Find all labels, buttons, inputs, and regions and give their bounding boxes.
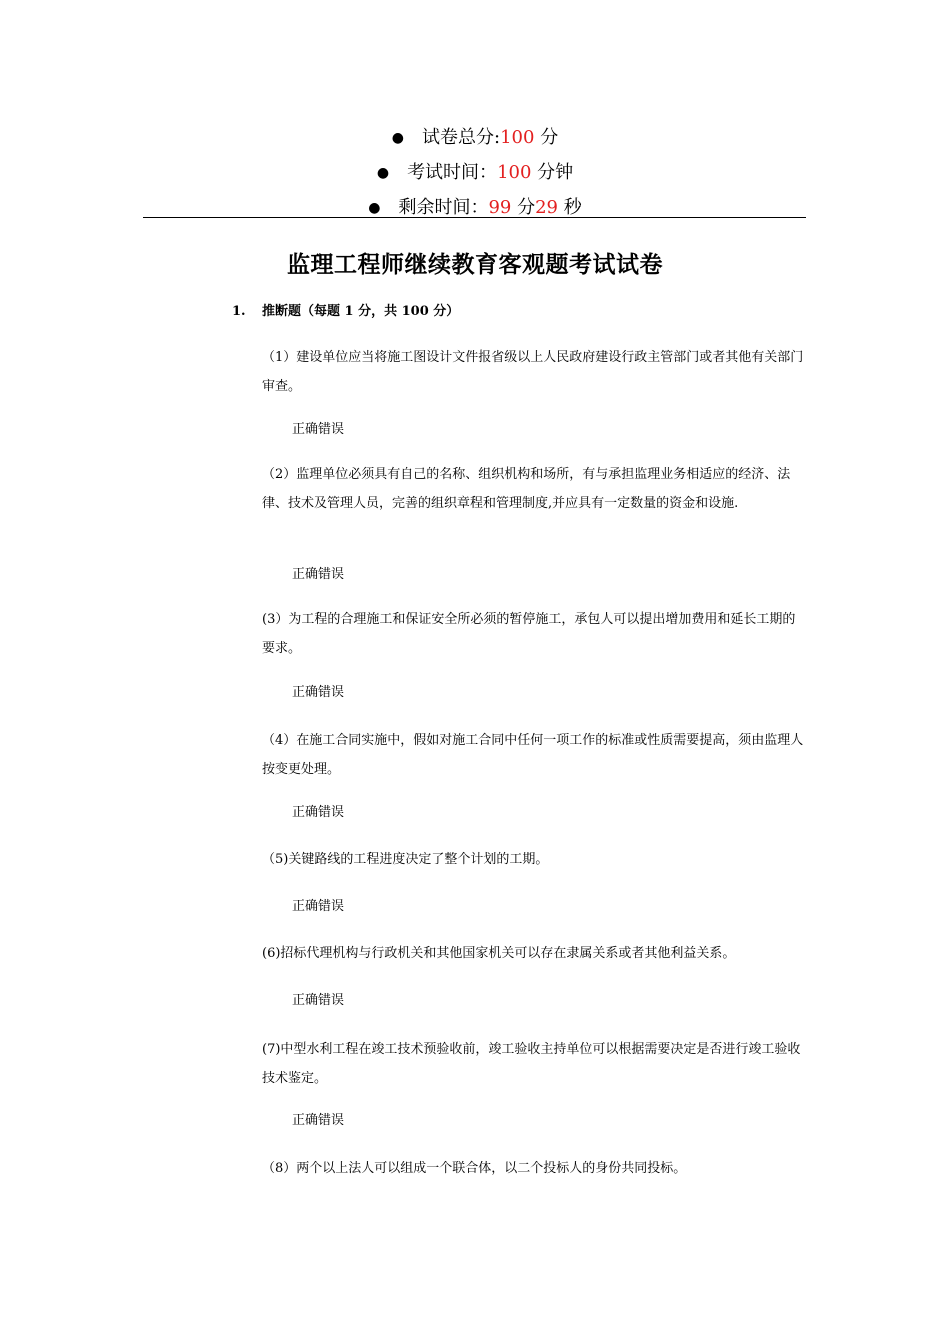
answer-options-5[interactable]: 正确错误 [292, 899, 345, 914]
question-7: (7)中型水利工程在竣工技术预验收前，竣工验收主持单位可以根据需要决定是否进行竣工验收技术鉴定。 [262, 1042, 801, 1086]
question-6: (6)招标代理机构与行政机关和其他国家机关可以存在隶属关系或者其他利益关系。 [262, 946, 736, 961]
question-1: （1）建设单位应当将施工图设计文件报省级以上人民政府建设行政主管部门或者其他有关部门审查。 [262, 350, 804, 394]
remaining-seconds: 29 [535, 197, 559, 218]
question-3: (3）为工程的合理施工和保证安全所必须的暂停施工，承包人可以提出增加费用和延长工期的要求。 [262, 612, 796, 656]
section-heading [232, 300, 459, 319]
answer-options-2[interactable]: 正确错误 [292, 567, 345, 582]
answer-options-1[interactable]: 正确错误 [292, 422, 345, 437]
remaining-time-item: ● 剩余时间：99 分29 秒 [0, 190, 950, 225]
section-number: 1. [232, 304, 246, 319]
exam-time-value: 100 [497, 162, 532, 183]
bullet-icon: ● [391, 129, 405, 146]
bullet-icon: ● [376, 164, 390, 181]
total-score-item: ● 试卷总分:100 分 [0, 120, 950, 155]
question-5: （5)关键路线的工程进度决定了整个计划的工期。 [262, 852, 549, 867]
answer-options-3[interactable]: 正确错误 [292, 685, 345, 700]
question-8: （8）两个以上法人可以组成一个联合体，以二个投标人的身份共同投标。 [262, 1161, 687, 1176]
answer-options-7[interactable]: 正确错误 [292, 1113, 345, 1128]
question-4: （4）在施工合同实施中，假如对施工合同中任何一项工作的标准或性质需要提高，须由监理人按变更处理。 [262, 733, 804, 777]
total-score-value: 100 [500, 127, 535, 148]
answer-options-4[interactable]: 正确错误 [292, 805, 345, 820]
question-2: （2）监理单位必须具有自己的名称、组织机构和场所，有与承担监理业务相适应的经济、法律、技术及管理人员，完善的组织章程和管理制度,并应具有一定数量的资金和设施. [262, 467, 791, 511]
bullet-icon: ● [368, 199, 381, 216]
answer-options-6[interactable]: 正确错误 [292, 993, 345, 1008]
exam-info-list [0, 120, 950, 225]
section-title: 推断题（每题 1 分，共 100 分） [262, 304, 460, 319]
exam-time-item: ● 考试时间：100 分钟 [0, 155, 950, 190]
page-title: 监理工程师继续教育客观题考试试卷 [287, 251, 663, 278]
remaining-minutes: 99 [488, 197, 512, 218]
header-divider [143, 217, 806, 218]
